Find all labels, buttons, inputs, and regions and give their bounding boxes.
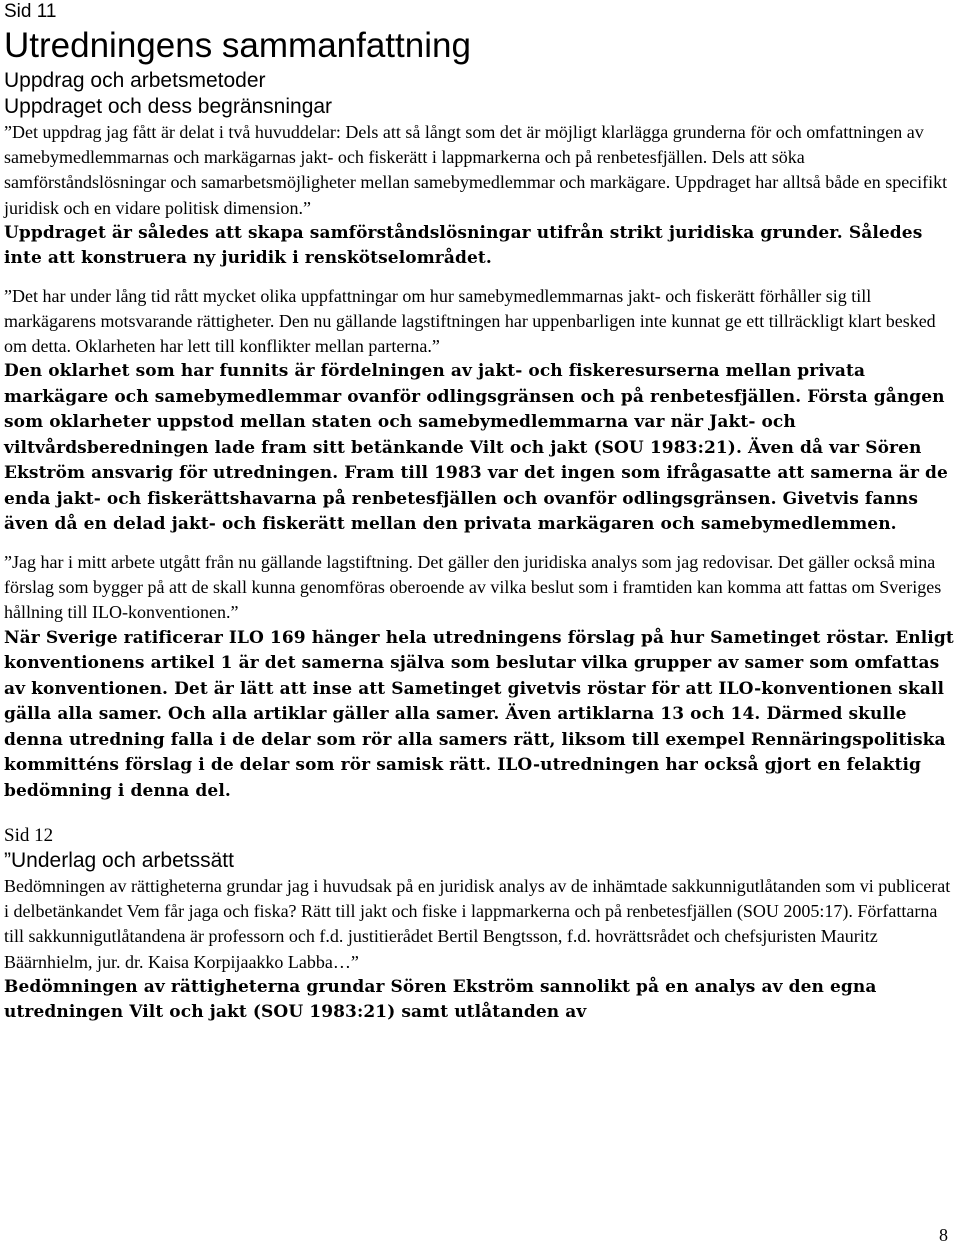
page-marker-sid-12: Sid 12 [4, 825, 54, 847]
comment-paragraph-1: Uppdraget är således att skapa samförståndslösningar utifrån strikt juridiska grunder. Således inte att konstruera ny juridik i renskötselområdet. [4, 222, 923, 269]
spacer [4, 538, 954, 550]
document-page [4, 0, 954, 1026]
section-heading-underlag: ”Underlag och arbetssätt [4, 849, 234, 873]
comment-paragraph-2: Den oklarhet som har funnits är fördelningen av jakt- och fiskeresurserna mellan privata markägare och samebymedlemmar ovanför odlingsgränsen och på renbetesfjällen. Första gången som oklarheter uppstod mellan staten och samebymedlemmarna var när Jakt- och viltvårdsberedningen lade fram sitt betänkande Vilt och jakt (SOU 1983:21). Även då var Sören Ekström ansvarig för utredningen. Fram till 1983 var det ingen som ifrågasatte att samerna är de enda jakt- och fiskerättshavarna på renbetesfjällen och ovanför odlingsgränsen. Givetvis fanns även då en delad jakt- och fiskerätt mellan den privata markägaren och samebymedlemmen. [4, 361, 948, 535]
comment-paragraph-3: När Sverige ratificerar ILO 169 hänger hela utredningens förslag på hur Sametinget röstar. Enligt konventionens artikel 1 är det samerna själva som beslutar vilka grupper av samer som omfattas av konventionen. Det är lätt att inse att Sametinget givetvis röstar för att ILO-konventionen skall gälla alla samer. Och alla artiklar gäller alla samer. Även artiklarna 13 och 14. Därmed skulle denna utredning falla i de delar som rör alla samers rätt, liksom till exempel Rennäringspolitiska kommitténs förslag i de delar som rör samisk rätt. ILO-utredningen har också gjort en felaktig bedömning i denna del. [4, 627, 954, 801]
page-marker-sid-11: Sid 11 [4, 1, 57, 22]
quote-paragraph-4: Bedömningen av rättigheterna grundar jag i huvudsak på en juridisk analys av de inhämtade sakkunnigutlåtanden som vi publicerat i delbetänkandet Vem får jaga och fiska? Rätt till jakt och fiske i lappmarkerna och på renbetesfjällen (SOU 2005:17). Författarna till sakkunnigutlåtandena är professorn och f.d. justitierådet Bertil Bengtsson, f.d. hovrättsrådet och chefsjuristen Mauritz Bäärnhielm, jur. dr. Kaisa Korpijaakko Labba…” [4, 876, 951, 972]
quote-paragraph-1: ”Det uppdrag jag fått är delat i två huvuddelar: Dels att så långt som det är möjligt klarlägga grunderna för och omfattningen av samebymedlemmarnas och markägarnas jakt- och fiskerätt i lappmarkerna och på renbetesfjällen. Dels att söka samförståndslösningar och samarbetsmöjligheter mellan samebymedlemmar och markägare. Uppdraget har alltså både en specifikt juridisk och en vidare politisk dimension.” [4, 122, 948, 218]
section-title: Utredningens sammanfattning [4, 26, 471, 65]
subsection-title: Uppdrag och arbetsmetoder [4, 69, 266, 92]
quote-paragraph-3: ”Jag har i mitt arbete utgått från nu gällande lagstiftning. Det gäller den juridiska analys som jag redovisar. Det gäller också mina förslag som bygger på att de skall kunna genomföras oberoende av vilka beslut som i framtiden kan komma att fattas om Sveriges hållning till ILO-konventionen.” [4, 551, 942, 623]
page-number: 8 [939, 1225, 948, 1245]
subsection-subtitle: Uppdraget och dess begränsningar [4, 95, 333, 118]
quote-paragraph-2: ”Det har under lång tid rått mycket olika uppfattningar om hur samebymedlemmarnas jakt- och fiskerätt förhåller sig till markägarens motsvarande rättigheter. Den nu gällande lagstiftningen har uppenbarligen inte kunnat ge ett tillräckligt klart besked om detta. Oklarheten har lett till konflikter mellan parterna.” [4, 285, 936, 357]
spacer [4, 272, 954, 284]
comment-paragraph-4: Bedömningen av rättigheterna grundar Sören Ekström sannolikt på en analys av den egna utredningen Vilt och jakt (SOU 1983:21) samt utlåtanden av [4, 976, 877, 1023]
spacer [4, 804, 954, 824]
